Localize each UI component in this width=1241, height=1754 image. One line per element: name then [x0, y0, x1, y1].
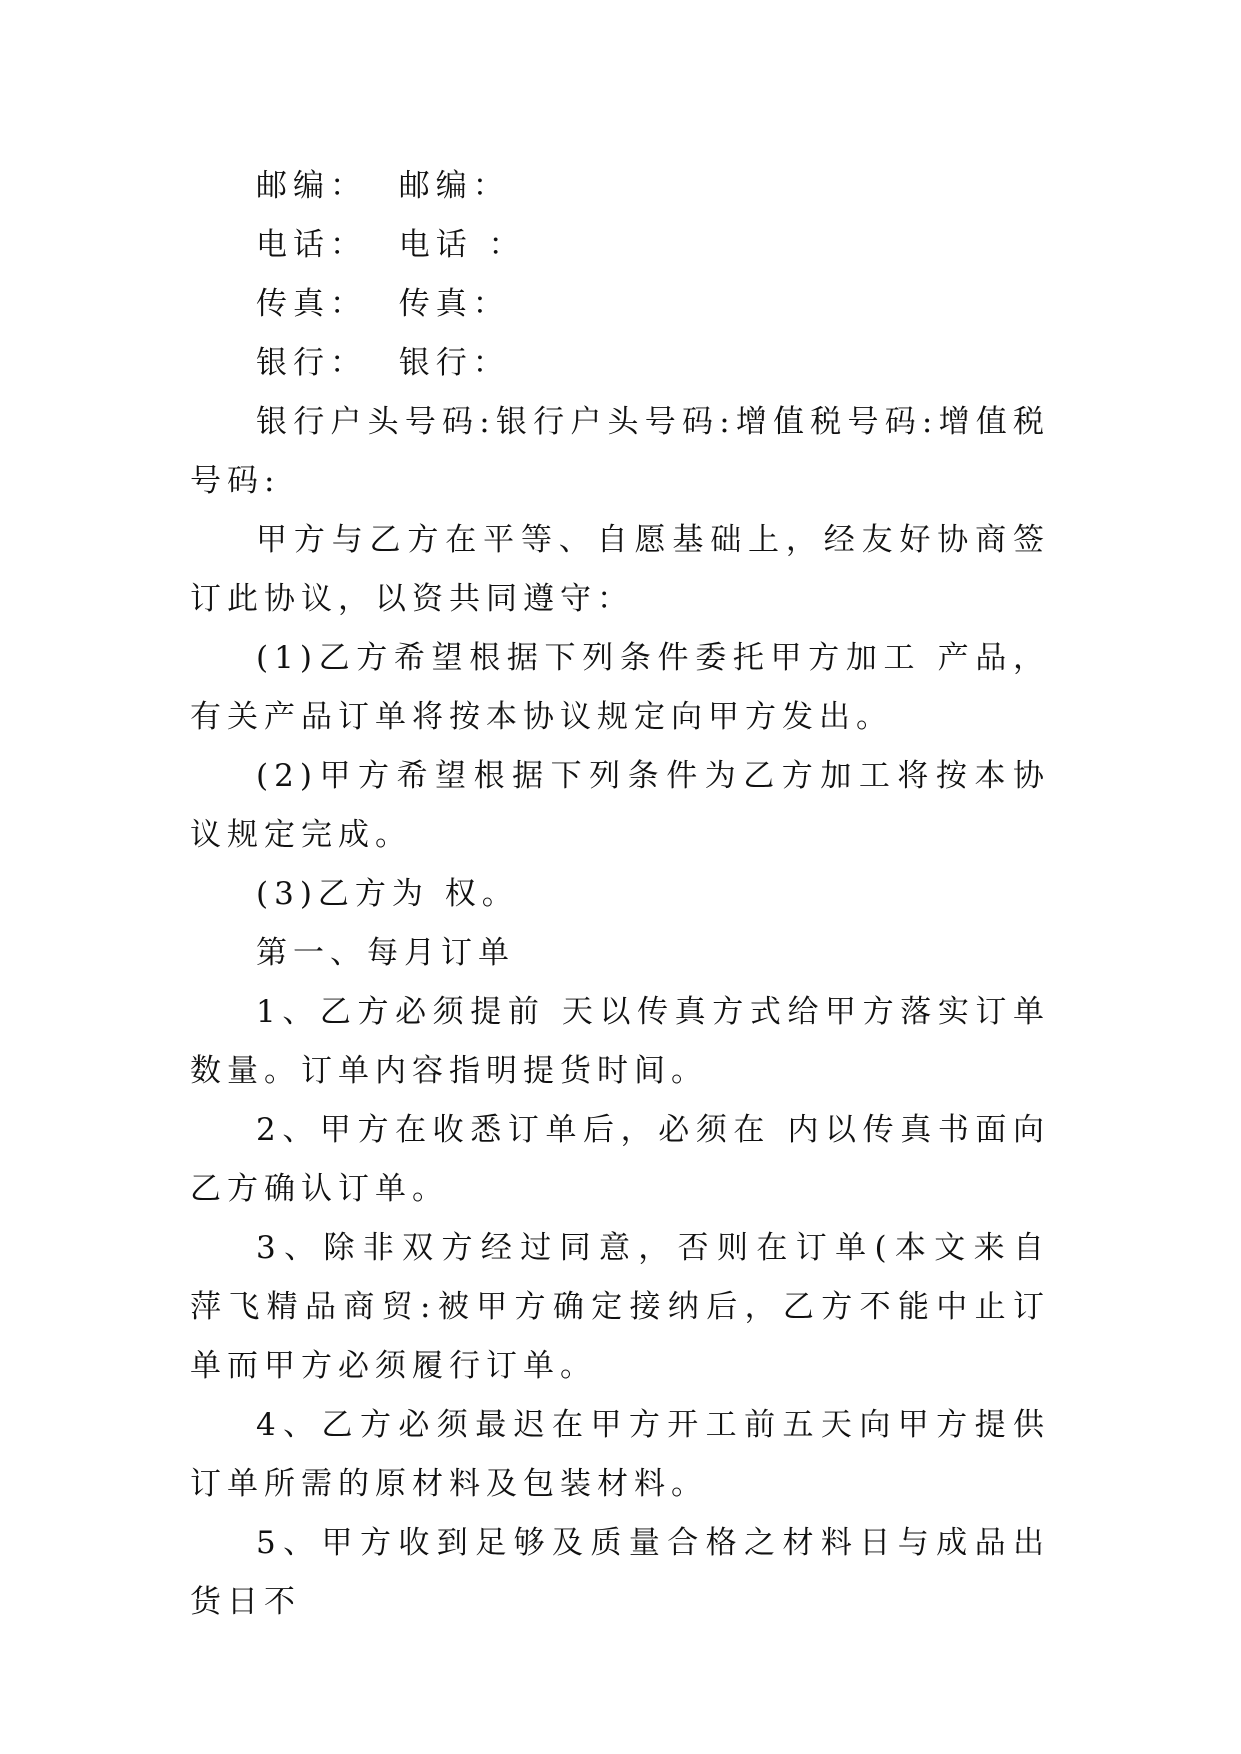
- recital-1: (1)乙方希望根据下列条件委托甲方加工 产品，有关产品订单将按本协议规定向甲方发出。: [190, 640, 1050, 735]
- recital-2: (2)甲方希望根据下列条件为乙方加工将按本协议规定完成。: [190, 758, 1050, 853]
- postcode-line: 邮编： 邮编：: [256, 168, 510, 204]
- fax-line: 传真： 传真：: [256, 286, 510, 322]
- clause-1: 1、乙方必须提前 天以传真方式给甲方落实订单数量。订单内容指明提货时间。: [190, 994, 1050, 1089]
- clause-2: 2、甲方在收悉订单后，必须在 内以传真书面向乙方确认订单。: [190, 1112, 1050, 1207]
- phone-line: 电话： 电话 ：: [256, 227, 526, 263]
- preamble-paragraph: 甲方与乙方在平等、自愿基础上，经友好协商签订此协议，以资共同遵守：: [190, 522, 1050, 617]
- clause-3: 3、除非双方经过同意，否则在订单(本文来自 萍飞精品商贸:被甲方确定接纳后，乙方不能中止订单而甲方必须履行订单。: [190, 1230, 1066, 1384]
- bank-line: 银行： 银行：: [256, 345, 510, 381]
- document-body: [190, 157, 1066, 1632]
- clause-4: 4、乙方必须最迟在甲方开工前五天向甲方提供订单所需的原材料及包装材料。: [190, 1407, 1050, 1502]
- clause-5: 5、甲方收到足够及质量合格之材料日与成品出货日不: [190, 1525, 1050, 1620]
- account-vat-line: 银行户头号码:银行户头号码:增值税号码:增值税号码:: [190, 404, 1050, 499]
- section-heading: 第一、每月订单: [256, 935, 515, 971]
- recital-3: (3)乙方为 权。: [256, 876, 519, 912]
